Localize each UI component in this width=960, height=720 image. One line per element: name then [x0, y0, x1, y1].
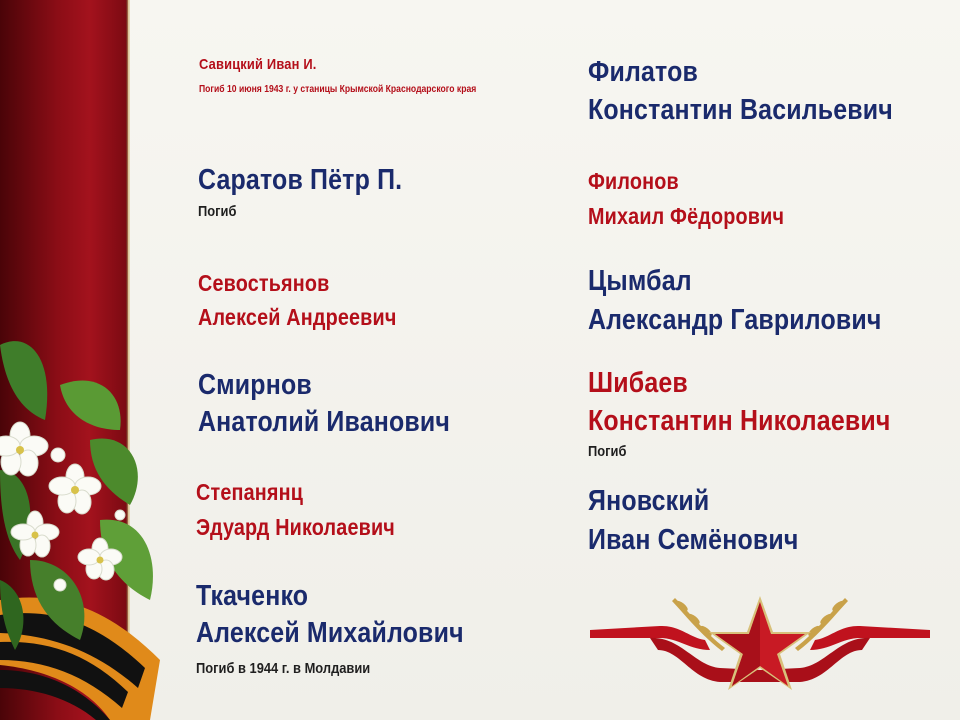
- person-shibaev-surname: Шибаев: [588, 367, 688, 399]
- person-filonov-surname: Филонов: [588, 168, 679, 194]
- person-savitsky-note: Погиб 10 июня 1943 г. у станицы Крымской Краснодарского края: [199, 84, 477, 95]
- flowers-and-ribbon-decoration: [0, 0, 200, 720]
- person-shibaev-note: Погиб: [588, 443, 627, 460]
- person-savitsky-name: Савицкий Иван И.: [199, 56, 317, 73]
- person-tsymbal-surname: Цымбал: [588, 265, 692, 297]
- person-sevostyanov-surname: Севостьянов: [198, 270, 330, 296]
- person-smirnov-given: Анатолий Иванович: [198, 406, 451, 438]
- person-tkachenko-given: Алексей Михайлович: [196, 617, 464, 649]
- person-yanovsky-surname: Яновский: [588, 485, 710, 517]
- person-stepanyants-surname: Степанянц: [196, 479, 304, 505]
- person-yanovsky-given: Иван Семёнович: [588, 524, 799, 556]
- person-shibaev-given: Константин Николаевич: [588, 405, 891, 437]
- person-saratov-note: Погиб: [198, 203, 237, 220]
- person-filatov-surname: Филатов: [588, 56, 698, 88]
- person-saratov-name: Саратов Пётр П.: [198, 164, 403, 196]
- person-tsymbal-given: Александр Гаврилович: [588, 304, 882, 336]
- person-sevostyanov-given: Алексей Андреевич: [198, 304, 397, 330]
- person-filonov-given: Михаил Фёдорович: [588, 203, 785, 229]
- red-star-emblem: [590, 588, 930, 698]
- person-filatov-given: Константин Васильевич: [588, 94, 893, 126]
- person-tkachenko-surname: Ткаченко: [196, 580, 309, 612]
- person-tkachenko-note: Погиб в 1944 г. в Молдавии: [196, 660, 371, 677]
- person-stepanyants-given: Эдуард Николаевич: [196, 514, 395, 540]
- person-smirnov-surname: Смирнов: [198, 369, 312, 401]
